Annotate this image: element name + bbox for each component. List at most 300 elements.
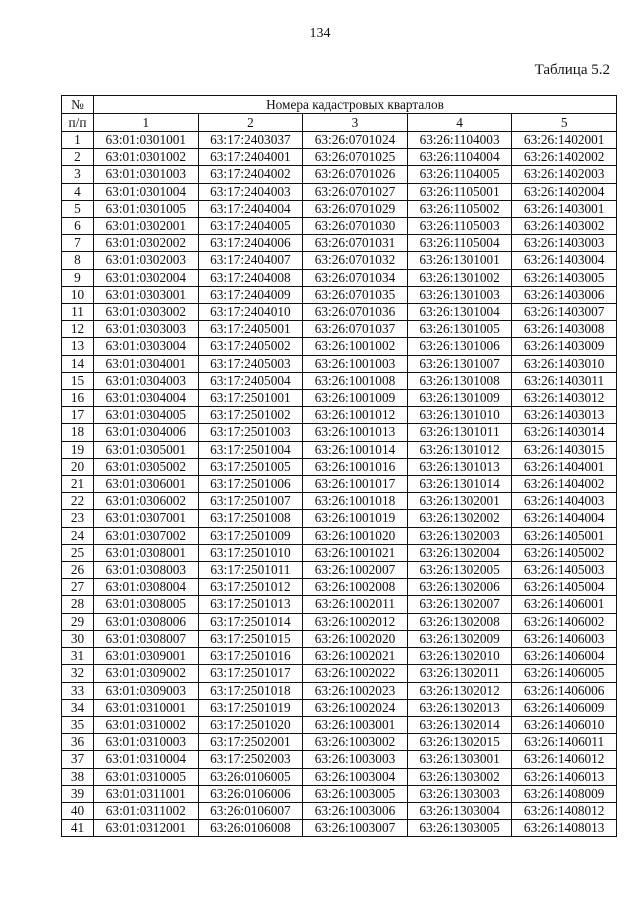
cadastral-number-cell: 63:26:1001018 — [303, 493, 408, 510]
cadastral-number-cell: 63:26:1303001 — [407, 751, 512, 768]
cadastral-number-cell: 63:26:0106006 — [198, 785, 303, 802]
cadastral-number-cell: 63:26:1302009 — [407, 630, 512, 647]
row-number-cell: 19 — [62, 441, 94, 458]
cadastral-number-cell: 63:01:0307002 — [94, 527, 199, 544]
row-number-cell: 20 — [62, 458, 94, 475]
table-row — [62, 682, 617, 699]
cadastral-number-cell: 63:26:1001021 — [303, 544, 408, 561]
cadastral-number-cell: 63:01:0306002 — [94, 493, 199, 510]
cadastral-number-cell: 63:26:1405002 — [512, 544, 617, 561]
cadastral-number-cell: 63:01:0301005 — [94, 200, 199, 217]
cadastral-number-cell: 63:26:1403004 — [512, 252, 617, 269]
cadastral-number-cell: 63:01:0308005 — [94, 596, 199, 613]
cadastral-number-cell: 63:26:1301006 — [407, 338, 512, 355]
row-number-cell: 31 — [62, 648, 94, 665]
cadastral-number-cell: 63:26:1403011 — [512, 372, 617, 389]
row-number-cell: 17 — [62, 407, 94, 424]
cadastral-number-cell: 63:17:2501006 — [198, 476, 303, 493]
cadastral-number-cell: 63:26:1301003 — [407, 286, 512, 303]
cadastral-number-cell: 63:26:1001020 — [303, 527, 408, 544]
cadastral-number-cell: 63:26:0701032 — [303, 252, 408, 269]
cadastral-number-cell: 63:17:2501003 — [198, 424, 303, 441]
cadastral-number-cell: 63:26:0701035 — [303, 286, 408, 303]
cadastral-number-cell: 63:26:1406003 — [512, 630, 617, 647]
cadastral-number-cell: 63:01:0301002 — [94, 149, 199, 166]
table-row — [62, 252, 617, 269]
table-row — [62, 579, 617, 596]
row-number-cell: 36 — [62, 734, 94, 751]
cadastral-number-cell: 63:17:2502001 — [198, 734, 303, 751]
row-number-cell: 13 — [62, 338, 94, 355]
cadastral-number-cell: 63:26:1403008 — [512, 321, 617, 338]
page-number: 134 — [309, 26, 331, 41]
table-row — [62, 149, 617, 166]
table-row — [62, 699, 617, 716]
row-number-cell: 24 — [62, 527, 94, 544]
table-header — [62, 96, 617, 132]
cadastral-number-cell: 63:26:0701029 — [303, 200, 408, 217]
cadastral-number-cell: 63:26:1104005 — [407, 166, 512, 183]
cadastral-number-cell: 63:26:1403007 — [512, 304, 617, 321]
cadastral-number-cell: 63:26:0701024 — [303, 132, 408, 149]
cadastral-number-cell: 63:01:0308004 — [94, 579, 199, 596]
cadastral-number-cell: 63:26:1301008 — [407, 372, 512, 389]
cadastral-number-cell: 63:01:0305002 — [94, 458, 199, 475]
cadastral-number-cell: 63:26:1405004 — [512, 579, 617, 596]
cadastral-number-cell: 63:26:1402002 — [512, 149, 617, 166]
cadastral-number-cell: 63:26:1302015 — [407, 734, 512, 751]
cadastral-number-cell: 63:26:1403015 — [512, 441, 617, 458]
table-row — [62, 200, 617, 217]
table-row — [62, 665, 617, 682]
table-body — [62, 132, 617, 837]
cadastral-number-cell: 63:26:1302010 — [407, 648, 512, 665]
table-row — [62, 716, 617, 733]
cadastral-number-cell: 63:01:0311001 — [94, 785, 199, 802]
table-row — [62, 648, 617, 665]
cadastral-number-cell: 63:01:0306001 — [94, 476, 199, 493]
cadastral-number-cell: 63:26:1301005 — [407, 321, 512, 338]
cadastral-number-cell: 63:01:0304006 — [94, 424, 199, 441]
cadastral-number-cell: 63:01:0302002 — [94, 235, 199, 252]
table-caption: Таблица 5.2 — [534, 62, 610, 78]
cadastral-number-cell: 63:26:1003004 — [303, 768, 408, 785]
table-row — [62, 458, 617, 475]
cadastral-number-cell: 63:26:1003001 — [303, 716, 408, 733]
cadastral-number-cell: 63:26:1001014 — [303, 441, 408, 458]
row-number-cell: 15 — [62, 372, 94, 389]
row-number-cell: 4 — [62, 183, 94, 200]
cadastral-number-cell: 63:17:2502003 — [198, 751, 303, 768]
cadastral-number-cell: 63:26:1302007 — [407, 596, 512, 613]
cadastral-number-cell: 63:17:2501020 — [198, 716, 303, 733]
cadastral-number-cell: 63:26:0701034 — [303, 269, 408, 286]
cadastral-number-cell: 63:26:1002021 — [303, 648, 408, 665]
table-row — [62, 476, 617, 493]
cadastral-number-cell: 63:26:1408009 — [512, 785, 617, 802]
table-row — [62, 613, 617, 630]
cadastral-number-cell: 63:17:2501017 — [198, 665, 303, 682]
cadastral-number-cell: 63:01:0310002 — [94, 716, 199, 733]
cadastral-number-cell: 63:01:0301003 — [94, 166, 199, 183]
cadastral-number-cell: 63:01:0304003 — [94, 372, 199, 389]
cadastral-number-cell: 63:26:1406006 — [512, 682, 617, 699]
cadastral-number-cell: 63:26:0701026 — [303, 166, 408, 183]
cadastral-number-cell: 63:26:1003002 — [303, 734, 408, 751]
cadastral-number-cell: 63:01:0303002 — [94, 304, 199, 321]
row-number-cell: 1 — [62, 132, 94, 149]
table-row — [62, 785, 617, 802]
cadastral-number-cell: 63:26:0701037 — [303, 321, 408, 338]
row-number-cell: 3 — [62, 166, 94, 183]
cadastral-number-cell: 63:26:1001019 — [303, 510, 408, 527]
cadastral-number-cell: 63:26:1104003 — [407, 132, 512, 149]
table-row — [62, 166, 617, 183]
cadastral-number-cell: 63:26:1302012 — [407, 682, 512, 699]
cadastral-number-cell: 63:17:2501015 — [198, 630, 303, 647]
table-row — [62, 751, 617, 768]
row-number-cell: 16 — [62, 390, 94, 407]
cadastral-number-cell: 63:26:1406002 — [512, 613, 617, 630]
cadastral-number-cell: 63:17:2405002 — [198, 338, 303, 355]
row-number-cell: 9 — [62, 269, 94, 286]
cadastral-number-cell: 63:26:1301001 — [407, 252, 512, 269]
cadastral-number-cell: 63:26:0701030 — [303, 218, 408, 235]
cadastral-number-cell: 63:26:1403013 — [512, 407, 617, 424]
cadastral-number-cell: 63:01:0307001 — [94, 510, 199, 527]
cadastral-number-cell: 63:01:0302003 — [94, 252, 199, 269]
table-row — [62, 734, 617, 751]
cadastral-number-cell: 63:17:2404009 — [198, 286, 303, 303]
row-number-subheader: п/п — [62, 114, 94, 132]
cadastral-number-cell: 63:26:1402004 — [512, 183, 617, 200]
cadastral-number-cell: 63:26:1406004 — [512, 648, 617, 665]
cadastral-number-cell: 63:01:0309003 — [94, 682, 199, 699]
row-number-cell: 37 — [62, 751, 94, 768]
cadastral-number-cell: 63:01:0310005 — [94, 768, 199, 785]
cadastral-number-cell: 63:26:1403006 — [512, 286, 617, 303]
row-number-cell: 35 — [62, 716, 94, 733]
row-number-cell: 14 — [62, 355, 94, 372]
row-number-cell: 11 — [62, 304, 94, 321]
cadastral-number-cell: 63:26:1301013 — [407, 458, 512, 475]
row-number-cell: 2 — [62, 149, 94, 166]
cadastral-number-cell: 63:26:1002008 — [303, 579, 408, 596]
cadastral-number-cell: 63:17:2404010 — [198, 304, 303, 321]
cadastral-number-cell: 63:26:1402001 — [512, 132, 617, 149]
row-number-cell: 34 — [62, 699, 94, 716]
cadastral-number-cell: 63:26:0106005 — [198, 768, 303, 785]
cadastral-number-cell: 63:17:2501004 — [198, 441, 303, 458]
row-number-cell: 7 — [62, 235, 94, 252]
cadastral-number-cell: 63:26:1003006 — [303, 802, 408, 819]
cadastral-number-cell: 63:26:1001008 — [303, 372, 408, 389]
cadastral-number-cell: 63:26:1403010 — [512, 355, 617, 372]
row-number-cell: 33 — [62, 682, 94, 699]
cadastral-number-cell: 63:26:1302014 — [407, 716, 512, 733]
cadastral-number-cell: 63:26:1302013 — [407, 699, 512, 716]
column-number-header: 3 — [303, 114, 408, 132]
cadastral-number-cell: 63:01:0310003 — [94, 734, 199, 751]
cadastral-number-cell: 63:01:0305001 — [94, 441, 199, 458]
cadastral-number-cell: 63:26:1302003 — [407, 527, 512, 544]
cadastral-number-cell: 63:17:2405003 — [198, 355, 303, 372]
cadastral-number-cell: 63:17:2404008 — [198, 269, 303, 286]
cadastral-number-cell: 63:17:2501009 — [198, 527, 303, 544]
row-number-cell: 6 — [62, 218, 94, 235]
table-row — [62, 269, 617, 286]
cadastral-number-cell: 63:17:2501012 — [198, 579, 303, 596]
cadastral-number-cell: 63:17:2404005 — [198, 218, 303, 235]
cadastral-number-cell: 63:01:0311002 — [94, 802, 199, 819]
cadastral-number-cell: 63:26:1303002 — [407, 768, 512, 785]
cadastral-number-cell: 63:17:2404004 — [198, 200, 303, 217]
row-number-cell: 29 — [62, 613, 94, 630]
cadastral-number-cell: 63:26:1403009 — [512, 338, 617, 355]
cadastral-number-cell: 63:17:2501016 — [198, 648, 303, 665]
cadastral-number-cell: 63:17:2501011 — [198, 562, 303, 579]
cadastral-number-cell: 63:17:2404007 — [198, 252, 303, 269]
cadastral-number-cell: 63:26:1002020 — [303, 630, 408, 647]
table-row — [62, 218, 617, 235]
cadastral-number-cell: 63:26:1003007 — [303, 820, 408, 837]
cadastral-number-cell: 63:26:1408012 — [512, 802, 617, 819]
cadastral-number-cell: 63:01:0301001 — [94, 132, 199, 149]
header-row-bottom — [62, 114, 617, 132]
cadastral-number-cell: 63:17:2501001 — [198, 390, 303, 407]
row-number-cell: 32 — [62, 665, 94, 682]
cadastral-number-cell: 63:01:0304004 — [94, 390, 199, 407]
cadastral-number-cell: 63:26:1301011 — [407, 424, 512, 441]
cadastral-number-cell: 63:17:2501013 — [198, 596, 303, 613]
table-row — [62, 304, 617, 321]
cadastral-number-cell: 63:17:2404001 — [198, 149, 303, 166]
cadastral-number-cell: 63:26:1002022 — [303, 665, 408, 682]
column-number-header: 2 — [198, 114, 303, 132]
table-row — [62, 407, 617, 424]
cadastral-number-cell: 63:17:2405004 — [198, 372, 303, 389]
cadastral-number-cell: 63:01:0302001 — [94, 218, 199, 235]
group-title-header: Номера кадастровых кварталов — [94, 96, 617, 114]
cadastral-number-cell: 63:26:1002023 — [303, 682, 408, 699]
cadastral-number-cell: 63:26:0106008 — [198, 820, 303, 837]
cadastral-number-cell: 63:17:2405001 — [198, 321, 303, 338]
cadastral-number-cell: 63:17:2501014 — [198, 613, 303, 630]
row-number-cell: 40 — [62, 802, 94, 819]
cadastral-number-cell: 63:01:0312001 — [94, 820, 199, 837]
table-row — [62, 424, 617, 441]
cadastral-number-cell: 63:01:0303004 — [94, 338, 199, 355]
cadastral-number-cell: 63:26:1104004 — [407, 149, 512, 166]
cadastral-number-cell: 63:26:1001012 — [303, 407, 408, 424]
cadastral-number-cell: 63:01:0303003 — [94, 321, 199, 338]
cadastral-number-cell: 63:26:1002024 — [303, 699, 408, 716]
table-row — [62, 372, 617, 389]
cadastral-number-cell: 63:26:1406012 — [512, 751, 617, 768]
row-number-cell: 10 — [62, 286, 94, 303]
cadastral-number-cell: 63:26:1403012 — [512, 390, 617, 407]
row-number-cell: 27 — [62, 579, 94, 596]
table-row — [62, 183, 617, 200]
cadastral-number-cell: 63:17:2501018 — [198, 682, 303, 699]
cadastral-number-cell: 63:26:1105003 — [407, 218, 512, 235]
cadastral-number-cell: 63:17:2501019 — [198, 699, 303, 716]
table-row — [62, 527, 617, 544]
cadastral-number-cell: 63:17:2403037 — [198, 132, 303, 149]
cadastral-number-cell: 63:26:1403003 — [512, 235, 617, 252]
cadastral-number-cell: 63:26:1303005 — [407, 820, 512, 837]
table-row — [62, 510, 617, 527]
cadastral-number-cell: 63:17:2501005 — [198, 458, 303, 475]
table-row — [62, 544, 617, 561]
row-number-cell: 8 — [62, 252, 94, 269]
row-number-cell: 26 — [62, 562, 94, 579]
cadastral-number-cell: 63:26:1404002 — [512, 476, 617, 493]
cadastral-number-cell: 63:26:1105004 — [407, 235, 512, 252]
table-row — [62, 596, 617, 613]
cadastral-number-cell: 63:26:1301007 — [407, 355, 512, 372]
row-number-header: № — [62, 96, 94, 114]
cadastral-number-cell: 63:26:1408013 — [512, 820, 617, 837]
cadastral-number-cell: 63:26:0701027 — [303, 183, 408, 200]
cadastral-number-cell: 63:26:1302008 — [407, 613, 512, 630]
cadastral-number-cell: 63:01:0309001 — [94, 648, 199, 665]
row-number-cell: 25 — [62, 544, 94, 561]
cadastral-quarters-table — [61, 95, 617, 837]
header-row-top — [62, 96, 617, 114]
cadastral-number-cell: 63:26:1105002 — [407, 200, 512, 217]
row-number-cell: 28 — [62, 596, 94, 613]
table-row — [62, 235, 617, 252]
cadastral-number-cell: 63:26:1302002 — [407, 510, 512, 527]
table-row — [62, 338, 617, 355]
cadastral-number-cell: 63:01:0301004 — [94, 183, 199, 200]
cadastral-number-cell: 63:01:0304001 — [94, 355, 199, 372]
cadastral-number-cell: 63:26:1406013 — [512, 768, 617, 785]
cadastral-number-cell: 63:26:1002012 — [303, 613, 408, 630]
row-number-cell: 30 — [62, 630, 94, 647]
cadastral-number-cell: 63:26:1302005 — [407, 562, 512, 579]
cadastral-number-cell: 63:01:0303001 — [94, 286, 199, 303]
cadastral-number-cell: 63:26:1406001 — [512, 596, 617, 613]
cadastral-number-cell: 63:26:0701025 — [303, 149, 408, 166]
cadastral-number-cell: 63:26:0106007 — [198, 802, 303, 819]
table-row — [62, 355, 617, 372]
cadastral-number-cell: 63:17:2404003 — [198, 183, 303, 200]
cadastral-number-cell: 63:26:1302001 — [407, 493, 512, 510]
table-row — [62, 802, 617, 819]
table-row — [62, 493, 617, 510]
row-number-cell: 12 — [62, 321, 94, 338]
cadastral-number-cell: 63:26:0701036 — [303, 304, 408, 321]
cadastral-number-cell: 63:17:2501007 — [198, 493, 303, 510]
cadastral-number-cell: 63:26:1404001 — [512, 458, 617, 475]
row-number-cell: 39 — [62, 785, 94, 802]
cadastral-number-cell: 63:26:0701031 — [303, 235, 408, 252]
cadastral-number-cell: 63:17:2501008 — [198, 510, 303, 527]
row-number-cell: 41 — [62, 820, 94, 837]
cadastral-number-cell: 63:26:1404003 — [512, 493, 617, 510]
table-row — [62, 321, 617, 338]
cadastral-number-cell: 63:26:1001009 — [303, 390, 408, 407]
row-number-cell: 5 — [62, 200, 94, 217]
table-row — [62, 630, 617, 647]
cadastral-number-cell: 63:26:1002007 — [303, 562, 408, 579]
row-number-cell: 22 — [62, 493, 94, 510]
cadastral-number-cell: 63:01:0308001 — [94, 544, 199, 561]
cadastral-number-cell: 63:26:1001002 — [303, 338, 408, 355]
cadastral-number-cell: 63:26:1403001 — [512, 200, 617, 217]
cadastral-number-cell: 63:26:1001016 — [303, 458, 408, 475]
cadastral-number-cell: 63:01:0304005 — [94, 407, 199, 424]
table-row — [62, 441, 617, 458]
cadastral-number-cell: 63:26:1302011 — [407, 665, 512, 682]
table-row — [62, 768, 617, 785]
cadastral-number-cell: 63:17:2404006 — [198, 235, 303, 252]
row-number-cell: 21 — [62, 476, 94, 493]
row-number-cell: 38 — [62, 768, 94, 785]
cadastral-number-cell: 63:26:1405003 — [512, 562, 617, 579]
cadastral-number-cell: 63:26:1403014 — [512, 424, 617, 441]
cadastral-number-cell: 63:26:1403005 — [512, 269, 617, 286]
cadastral-number-cell: 63:01:0310004 — [94, 751, 199, 768]
cadastral-number-cell: 63:01:0308006 — [94, 613, 199, 630]
column-number-header: 1 — [94, 114, 199, 132]
cadastral-number-cell: 63:26:1406011 — [512, 734, 617, 751]
cadastral-number-cell: 63:26:1301004 — [407, 304, 512, 321]
row-number-cell: 23 — [62, 510, 94, 527]
cadastral-number-cell: 63:01:0308007 — [94, 630, 199, 647]
cadastral-number-cell: 63:26:1301012 — [407, 441, 512, 458]
table-row — [62, 132, 617, 149]
row-number-cell: 18 — [62, 424, 94, 441]
cadastral-number-cell: 63:26:1003005 — [303, 785, 408, 802]
cadastral-number-cell: 63:01:0308003 — [94, 562, 199, 579]
cadastral-number-cell: 63:26:1301010 — [407, 407, 512, 424]
cadastral-number-cell: 63:01:0309002 — [94, 665, 199, 682]
column-number-header: 5 — [512, 114, 617, 132]
cadastral-number-cell: 63:26:1303003 — [407, 785, 512, 802]
table-row — [62, 390, 617, 407]
cadastral-number-cell: 63:26:1406005 — [512, 665, 617, 682]
cadastral-number-cell: 63:26:1301002 — [407, 269, 512, 286]
cadastral-number-cell: 63:26:1403002 — [512, 218, 617, 235]
cadastral-number-cell: 63:26:1406009 — [512, 699, 617, 716]
cadastral-number-cell: 63:26:1001003 — [303, 355, 408, 372]
cadastral-number-cell: 63:26:1301014 — [407, 476, 512, 493]
cadastral-number-cell: 63:26:1003003 — [303, 751, 408, 768]
cadastral-number-cell: 63:26:1001017 — [303, 476, 408, 493]
table-row — [62, 286, 617, 303]
cadastral-number-cell: 63:26:1302004 — [407, 544, 512, 561]
cadastral-number-cell: 63:26:1404004 — [512, 510, 617, 527]
cadastral-number-cell: 63:26:1405001 — [512, 527, 617, 544]
table-row — [62, 562, 617, 579]
cadastral-number-cell: 63:17:2404002 — [198, 166, 303, 183]
cadastral-number-cell: 63:01:0302004 — [94, 269, 199, 286]
cadastral-number-cell: 63:17:2501010 — [198, 544, 303, 561]
cadastral-number-cell: 63:26:1001013 — [303, 424, 408, 441]
cadastral-number-cell: 63:26:1406010 — [512, 716, 617, 733]
cadastral-number-cell: 63:26:1301009 — [407, 390, 512, 407]
cadastral-number-cell: 63:26:1302006 — [407, 579, 512, 596]
cadastral-number-cell: 63:26:1002011 — [303, 596, 408, 613]
cadastral-number-cell: 63:01:0310001 — [94, 699, 199, 716]
table-row — [62, 820, 617, 837]
cadastral-number-cell: 63:26:1105001 — [407, 183, 512, 200]
column-number-header: 4 — [407, 114, 512, 132]
cadastral-number-cell: 63:26:1303004 — [407, 802, 512, 819]
